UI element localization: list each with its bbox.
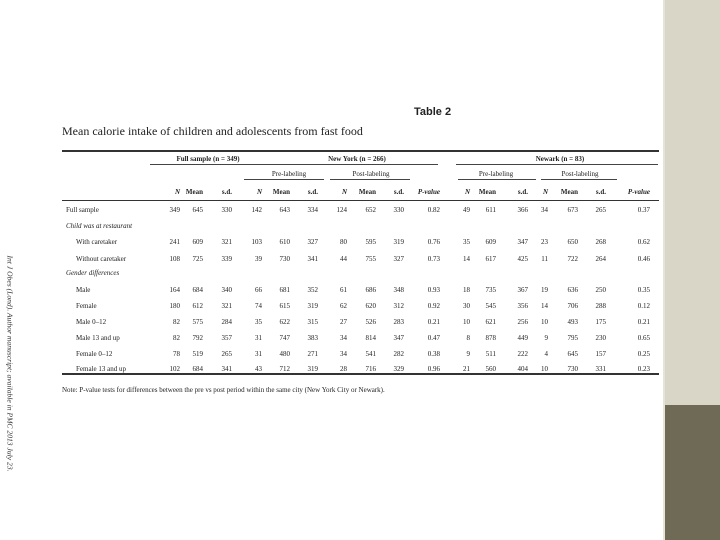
- table-cell: 341: [221, 365, 232, 373]
- table-cell: 684: [192, 365, 203, 373]
- table-cell: 814: [365, 334, 376, 342]
- column-header: s.d.: [307, 188, 318, 196]
- table-cell: 18: [463, 286, 470, 294]
- table-cell: 0.37: [637, 206, 650, 214]
- table-cell: 348: [393, 286, 404, 294]
- row-label: Male 0–12: [76, 318, 107, 326]
- right-side-accent-block: [665, 405, 720, 540]
- table-cell: 250: [595, 286, 606, 294]
- column-header: s.d.: [221, 188, 232, 196]
- table-cell: 367: [517, 286, 528, 294]
- table-cell: 878: [485, 334, 496, 342]
- table-footnote: Note: P-value tests for differences between the pre vs post period within the same city (New York City or Newark).: [62, 386, 385, 394]
- table-cell: 34: [340, 350, 347, 358]
- column-header: s.d.: [595, 188, 606, 196]
- table-cell: 74: [255, 302, 262, 310]
- table-cell: 0.21: [427, 318, 440, 326]
- table-cell: 331: [595, 365, 606, 373]
- table-cell: 615: [279, 302, 290, 310]
- row-label: Female: [76, 302, 97, 310]
- table-cell: 319: [393, 238, 404, 246]
- table-cell: 282: [393, 350, 404, 358]
- table-cell: 795: [567, 334, 578, 342]
- table-cell: 404: [517, 365, 528, 373]
- table-cell: 10: [463, 318, 470, 326]
- table-cell: 747: [279, 334, 290, 342]
- group-header-new-york: New York (n = 266): [328, 155, 386, 163]
- side-note-text: Int J Obes (Lond). Author manuscript; available in PMC 2013 July 23.: [5, 254, 15, 472]
- table-cell: 526: [365, 318, 376, 326]
- table-cell: 706: [567, 302, 578, 310]
- table-cell: 0.47: [427, 334, 440, 342]
- table-cell: 712: [279, 365, 290, 373]
- table-cell: 735: [485, 286, 496, 294]
- column-header: Mean: [272, 188, 290, 196]
- table-cell: 716: [365, 365, 376, 373]
- table-cell: 609: [192, 238, 203, 246]
- table-cell: 652: [365, 206, 376, 214]
- table-cell: 43: [255, 365, 262, 373]
- table-cell: 102: [169, 365, 180, 373]
- table-cell: 0.73: [427, 255, 440, 263]
- row-label: With caretaker: [76, 238, 118, 246]
- table-cell: 330: [221, 206, 232, 214]
- table-cell: 341: [307, 255, 318, 263]
- table-cell: 725: [192, 255, 203, 263]
- column-header: N: [341, 188, 347, 196]
- table-label: Table 2: [414, 106, 452, 118]
- row-label: Female 13 and up: [76, 365, 126, 373]
- table-cell: 722: [567, 255, 578, 263]
- vertical-side-note: [0, 228, 20, 498]
- table-cell: 686: [365, 286, 376, 294]
- subgroup-ny-post: Post-labeling: [352, 170, 390, 178]
- table-cell: 519: [192, 350, 203, 358]
- subgroup-underline-newark-pre: [458, 179, 536, 180]
- document-page: [36, 100, 663, 520]
- table-cell: 636: [567, 286, 578, 294]
- subgroup-underline-newark-post: [541, 179, 617, 180]
- table-cell: 108: [169, 255, 180, 263]
- table-cell: 347: [517, 238, 528, 246]
- table-cell: 684: [192, 286, 203, 294]
- table-cell: 78: [173, 350, 180, 358]
- table-cell: 180: [169, 302, 180, 310]
- table-cell: 35: [463, 238, 470, 246]
- table-cell: 0.62: [637, 238, 650, 246]
- table-cell: 340: [221, 286, 232, 294]
- table-cell: 321: [221, 302, 232, 310]
- row-label: Female 0–12: [76, 350, 113, 358]
- table-cell: 673: [567, 206, 578, 214]
- table-cell: 617: [485, 255, 496, 263]
- column-header: P-value: [417, 188, 440, 196]
- table-cell: 82: [173, 334, 180, 342]
- table-cell: 28: [340, 365, 347, 373]
- table-cell: 622: [279, 318, 290, 326]
- table-cell: 283: [393, 318, 404, 326]
- column-header: N: [256, 188, 262, 196]
- section-label: Gender differences: [66, 269, 120, 277]
- table-cell: 425: [517, 255, 528, 263]
- table-cell: 288: [595, 302, 606, 310]
- row-label: Without caretaker: [76, 255, 127, 263]
- column-header: Mean: [358, 188, 376, 196]
- table-cell: 49: [463, 206, 470, 214]
- subgroup-newark-pre: Pre-labeling: [478, 170, 514, 178]
- table-cell: 61: [340, 286, 347, 294]
- subgroup-underline-ny-pre: [244, 179, 324, 180]
- table-cell: 39: [255, 255, 262, 263]
- row-label: Male: [76, 286, 91, 294]
- table-cell: 334: [307, 206, 318, 214]
- table-cell: 327: [393, 255, 404, 263]
- table-cell: 222: [517, 350, 528, 358]
- table-cell: 0.12: [637, 302, 650, 310]
- row-label: Full sample: [66, 206, 99, 214]
- section-label: Child was at restaurant: [66, 222, 133, 230]
- table-cell: 0.92: [427, 302, 440, 310]
- table-cell: 730: [279, 255, 290, 263]
- table-bottom-rule: [62, 373, 659, 375]
- subgroup-underline-ny-post: [330, 179, 410, 180]
- table-cell: 0.96: [427, 365, 440, 373]
- table-cell: 268: [595, 238, 606, 246]
- table-cell: 103: [251, 238, 262, 246]
- table-cell: 327: [307, 238, 318, 246]
- group-underline-ny: [242, 164, 438, 165]
- table-cell: 480: [279, 350, 290, 358]
- table-cell: 611: [485, 206, 496, 214]
- table-cell: 0.65: [637, 334, 650, 342]
- table-cell: 35: [255, 318, 262, 326]
- table-cell: 545: [485, 302, 496, 310]
- table-cell: 620: [365, 302, 376, 310]
- table-cell: 339: [221, 255, 232, 263]
- table-cell: 612: [192, 302, 203, 310]
- table-cell: 0.93: [427, 286, 440, 294]
- table-cell: 645: [567, 350, 578, 358]
- table-cell: 575: [192, 318, 203, 326]
- table-cell: 329: [393, 365, 404, 373]
- table-cell: 80: [340, 238, 347, 246]
- table-cell: 8: [466, 334, 470, 342]
- table-cell: 265: [221, 350, 232, 358]
- subgroup-newark-post: Post-labeling: [561, 170, 599, 178]
- table-cell: 0.35: [637, 286, 650, 294]
- table-cell: 0.82: [427, 206, 440, 214]
- table-cell: 321: [221, 238, 232, 246]
- table-cell: 609: [485, 238, 496, 246]
- table-cell: 383: [307, 334, 318, 342]
- table-cell: 27: [340, 318, 347, 326]
- row-label: Male 13 and up: [76, 334, 120, 342]
- table-cell: 356: [517, 302, 528, 310]
- group-header-full-sample: Full sample (n = 349): [176, 155, 240, 163]
- table-cell: 357: [221, 334, 232, 342]
- table-cell: 4: [544, 350, 548, 358]
- column-header: Mean: [560, 188, 578, 196]
- table-cell: 271: [307, 350, 318, 358]
- table-cell: 0.25: [637, 350, 650, 358]
- table-cell: 645: [192, 206, 203, 214]
- column-header: N: [174, 188, 180, 196]
- table-cell: 560: [485, 365, 496, 373]
- table-cell: 21: [463, 365, 470, 373]
- column-header: s.d.: [393, 188, 404, 196]
- table-cell: 643: [279, 206, 290, 214]
- table-cell: 755: [365, 255, 376, 263]
- subgroup-ny-pre: Pre-labeling: [271, 170, 307, 178]
- table-cell: 0.46: [637, 255, 650, 263]
- column-header: Mean: [478, 188, 496, 196]
- table-cell: 30: [463, 302, 470, 310]
- table-header-rule: [62, 200, 659, 201]
- table-cell: 31: [255, 350, 262, 358]
- table-cell: 11: [541, 255, 548, 263]
- table-cell: 31: [255, 334, 262, 342]
- table-cell: 610: [279, 238, 290, 246]
- table-cell: 312: [393, 302, 404, 310]
- table-cell: 230: [595, 334, 606, 342]
- table-cell: 366: [517, 206, 528, 214]
- table-cell: 319: [307, 365, 318, 373]
- table-cell: 0.21: [637, 318, 650, 326]
- table-cell: 265: [595, 206, 606, 214]
- table-cell: 0.76: [427, 238, 440, 246]
- group-underline-newark: [456, 164, 658, 165]
- table-caption: Mean calorie intake of children and adolescents from fast food: [62, 124, 363, 138]
- table-cell: 9: [544, 334, 548, 342]
- table-cell: 595: [365, 238, 376, 246]
- table-cell: 330: [393, 206, 404, 214]
- table-cell: 157: [595, 350, 606, 358]
- table-cell: 319: [307, 302, 318, 310]
- column-header: s.d.: [517, 188, 528, 196]
- table-cell: 264: [595, 255, 606, 263]
- table-cell: 681: [279, 286, 290, 294]
- table-cell: 44: [340, 255, 347, 263]
- table-cell: 650: [567, 238, 578, 246]
- table-cell: 142: [251, 206, 262, 214]
- table-cell: 124: [336, 206, 347, 214]
- table-cell: 493: [567, 318, 578, 326]
- table-cell: 256: [517, 318, 528, 326]
- table-cell: 349: [169, 206, 180, 214]
- table-cell: 0.23: [637, 365, 650, 373]
- table-cell: 9: [466, 350, 470, 358]
- table-cell: 792: [192, 334, 203, 342]
- table-top-rule: [62, 150, 659, 152]
- table-cell: 62: [340, 302, 347, 310]
- table-cell: 621: [485, 318, 496, 326]
- table-cell: 175: [595, 318, 606, 326]
- table-cell: 241: [169, 238, 180, 246]
- column-header: Mean: [185, 188, 203, 196]
- table-cell: 511: [485, 350, 496, 358]
- table-cell: 347: [393, 334, 404, 342]
- table-cell: 66: [255, 286, 262, 294]
- table-cell: 284: [221, 318, 232, 326]
- table-cell: 730: [567, 365, 578, 373]
- table-cell: 352: [307, 286, 318, 294]
- table-cell: 164: [169, 286, 180, 294]
- table-cell: 34: [541, 206, 548, 214]
- table-cell: 10: [541, 318, 548, 326]
- table-cell: 0.38: [427, 350, 440, 358]
- group-header-newark: Newark (n = 83): [535, 155, 585, 163]
- table-cell: 10: [541, 365, 548, 373]
- table-cell: 82: [173, 318, 180, 326]
- column-header: N: [542, 188, 548, 196]
- table-cell: 14: [463, 255, 470, 263]
- table-cell: 19: [541, 286, 548, 294]
- column-header: N: [464, 188, 470, 196]
- table-cell: 34: [340, 334, 347, 342]
- table-cell: 23: [541, 238, 548, 246]
- column-header: P-value: [627, 188, 650, 196]
- table-cell: 541: [365, 350, 376, 358]
- table-cell: 449: [517, 334, 528, 342]
- table-cell: 14: [541, 302, 548, 310]
- table-cell: 315: [307, 318, 318, 326]
